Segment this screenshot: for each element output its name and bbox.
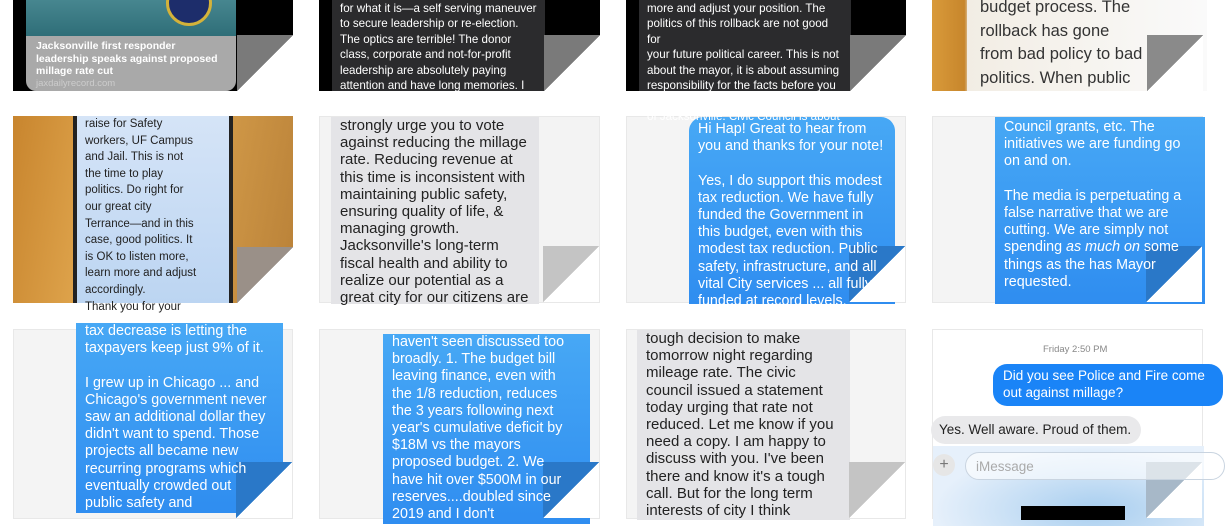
message-text: haven't seen discussed too broadly. 1. The budget bill leaving finance, even with the 1/8 reduction, reduces the 3 years following next year's cumulative deficit by $18M vs the mayors proposed budget. 2. We have hit over $500M in our reserves....doubled since 2019 and I don't [392,334,565,523]
message-bubble [331,117,539,307]
thumbnail-text-message[interactable] [626,329,906,519]
news-image [26,0,236,36]
news-source: jaxdailyrecord.com [36,78,116,89]
message-bubble [76,323,283,513]
thumbnail-text-message[interactable] [626,0,906,123]
message-bubble [332,0,545,108]
page-curl-icon [237,247,293,303]
message-text-italic: as much on [1066,239,1140,256]
page-curl-icon [1147,35,1203,91]
thumbnail-photo-phone[interactable] [13,116,293,313]
message-text: for what it is—a self serving maneuver to secure leadership or re-election. The optics are terrible! The donor class, corporate and not-for-profit leadership are absolutely paying attention and have long memories. I suggest you take a long walk on the [340,2,537,108]
message-bubble [639,0,851,123]
message-text: Hi Hap! Great to hear from you and thanks for your note! Yes, I do support this modest tax reduction. We have fully funded the Government in this budget, even with this modest tax reduction. Public safety, infrastructure, and all vital City services ... all fully funded at record levels. [698,121,884,310]
message-timestamp: Friday 2:50 PM [1043,344,1108,355]
news-headline: Jacksonville first responder leadership speaks against proposed millage rate cut [36,40,218,77]
thumbnail-text-message[interactable] [319,116,600,307]
news-card [26,0,236,91]
badge-logo-icon [166,0,212,26]
message-bubble [689,117,895,310]
message-text: tough decision to make tomorrow night regarding mileage rate. The civic council issued a statement today urging that rate not reduced. Let me know if you need a copy. I am happy to discuss with you. I've been there and know it's a tough call. But for the long term interests of city I think [646,330,834,520]
thumbnail-news-link[interactable] [13,0,293,91]
message-bubble [383,334,590,524]
sent-message-bubble: Did you see Police and Fire come out against millage? [993,364,1223,406]
page-curl-icon [849,462,905,518]
home-indicator [1021,506,1125,520]
message-bubble [995,117,1205,304]
message-text: tax decrease is letting the taxpayers keep just 9% of it. I grew up in Chicago ... and Chicago's government never saw an additional dollar they didn't want to spend. Those projects all became new recurring programs which eventually crowded out public safety and [85,323,267,512]
plus-button[interactable]: + [933,454,955,476]
page-curl-icon [544,35,600,91]
imessage-input[interactable]: iMessage [965,452,1225,480]
message-text: budget process. The rollback has gone from bad policy to bad politics. When public [980,0,1143,87]
received-message-bubble: Yes. Well aware. Proud of them. [931,416,1141,444]
thumbnail-text-message[interactable] [932,116,1203,303]
thumbnail-text-message[interactable] [319,329,600,523]
message-bubble [637,330,850,520]
page-curl-icon [543,246,599,302]
thumbnail-text-message[interactable] [13,323,293,519]
thumbnail-text-message[interactable] [626,116,906,310]
page-curl-icon [237,35,293,91]
thumbnail-photo-phone[interactable] [932,0,1203,91]
thumbnail-text-message[interactable] [319,0,600,108]
thumbnail-imessage-screen[interactable] [932,329,1203,519]
message-text-part: Council grants, etc. The initiatives we are funding go on and on. The media is perpetuating a false narrative that we are cutting. We are simply not spending [1004,119,1182,256]
message-text: strongly urge you to vote against reducing the millage rate. Reducing revenue at this time is inconsistent with maintaining public safety, ensuring quality of life, & managing growth. Jacksonville's long-term fiscal health and ability to realize our potential as a great city for our citizens are [340,117,529,307]
message-text: more and adjust your position. The politics of this rollback are not good for your future political career. This is not about the mayor, it is about assuming responsibility for the facts before you and doing what is best for the citizens of Jacksonville. Civic Council is about [647,2,841,123]
message-text [1004,119,1196,291]
message-text-part: some things as the has Mayor requested. [1004,239,1179,290]
page-curl-icon [850,35,906,91]
phone-screen [73,116,233,313]
message-text: raise for Safety workers, UF Campus and Jail. This is not the time to play politics. Do right for our great city Terrance—and in this case, good politics. It is OK to listen more, learn more and adjust accordingly. Thank you for your [85,118,197,313]
